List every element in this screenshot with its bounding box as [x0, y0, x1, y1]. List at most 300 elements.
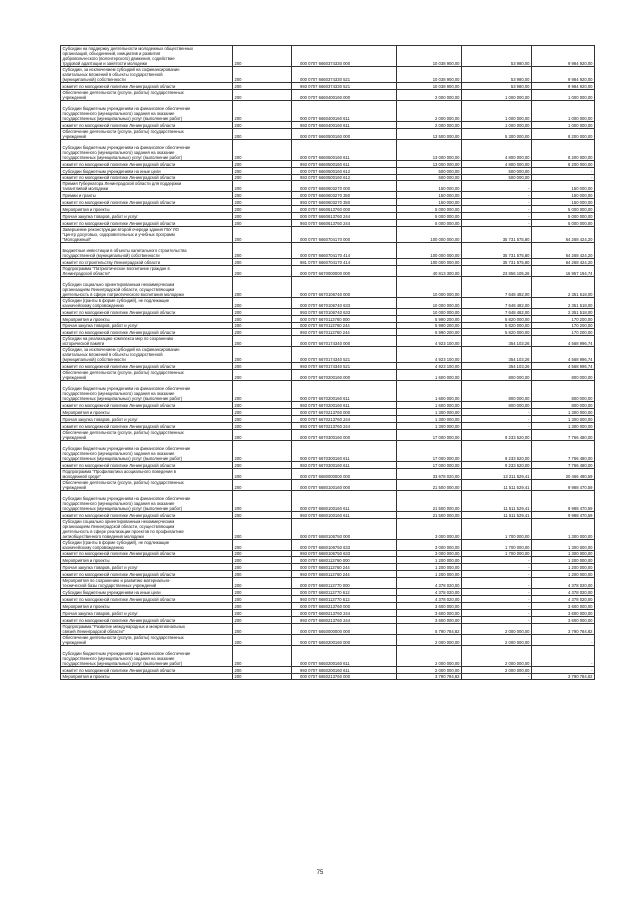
row-unexecuted-amount-cell: 1 300 000,00 — [532, 550, 595, 557]
row-unexecuted-amount-cell: 9 988 470,59 — [532, 511, 595, 518]
row-name-cell: комитет по молодежной политике Ленинградской области — [61, 121, 233, 128]
row-code-cell: 200 — [233, 490, 292, 511]
row-code-cell: 200 — [233, 128, 292, 139]
table-row — [61, 634, 595, 645]
row-executed-amount-cell: - — [462, 199, 532, 206]
row-executed-amount-cell: - — [462, 192, 532, 199]
row-unexecuted-amount-cell: 7 766 480,00 — [532, 440, 595, 461]
row-budget-classification-cell: 000 0707 6660704170 414 — [292, 242, 397, 258]
row-code-cell: 200 — [233, 167, 292, 174]
row-code-cell: 200 — [233, 511, 292, 518]
table-row — [61, 226, 595, 242]
row-code-cell: 200 — [233, 83, 292, 90]
row-code-cell: 200 — [233, 596, 292, 603]
row-budget-classification-cell: 981 0707 6660704170 414 — [292, 258, 397, 265]
row-approved-amount-cell: 5 990 200,00 — [397, 315, 462, 322]
row-executed-amount-cell: 354 103,26 — [462, 347, 532, 363]
row-executed-amount-cell: 5 300 000,00 — [462, 128, 532, 139]
row-budget-classification-cell: 993 0707 6670106740 633 — [292, 308, 397, 315]
row-budget-classification-cell: 000 0707 6670113760 244 — [292, 322, 397, 329]
row-budget-classification-cell: 000 0707 6660704170 000 — [292, 226, 397, 242]
table-row — [61, 160, 595, 167]
row-code-cell: 200 — [233, 550, 292, 557]
row-name-cell: комитет по молодежной политике Ленинградской области — [61, 160, 233, 167]
row-executed-amount-cell: 53 980,00 — [462, 83, 532, 90]
row-executed-amount-cell: 2 000 000,00 — [462, 634, 532, 645]
row-executed-amount-cell: 2 000 000,00 — [462, 666, 532, 673]
table-row — [61, 83, 595, 90]
row-code-cell: 200 — [233, 213, 292, 220]
row-name-cell: Подпрограмма "Развитие международных и межрегиональных связей Ленинградской области" — [61, 623, 233, 634]
table-row — [61, 616, 595, 623]
row-code-cell: 200 — [233, 160, 292, 167]
row-approved-amount-cell: 1 200 000,00 — [397, 564, 462, 571]
row-unexecuted-amount-cell: - — [532, 645, 595, 666]
row-name-cell: Субсидии бюджетным учреждениям на иные цели — [61, 167, 233, 174]
table-row — [61, 571, 595, 578]
row-executed-amount-cell: 7 648 482,00 — [462, 297, 532, 308]
row-code-cell: 200 — [233, 308, 292, 315]
row-budget-classification-cell: 993 0707 6660374330 521 — [292, 83, 397, 90]
row-code-cell: 200 — [233, 276, 292, 297]
table-row — [61, 308, 595, 315]
row-approved-amount-cell: 10 000 000,00 — [397, 297, 462, 308]
row-approved-amount-cell: 4 378 020,00 — [397, 589, 462, 596]
row-unexecuted-amount-cell: 3 600 000,00 — [532, 616, 595, 623]
row-executed-amount-cell: 35 731 575,80 — [462, 258, 532, 265]
row-budget-classification-cell: 993 0707 6660500160 611 — [292, 160, 397, 167]
row-unexecuted-amount-cell: 7 766 480,00 — [532, 429, 595, 440]
row-executed-amount-cell: 7 648 482,00 — [462, 276, 532, 297]
table-row — [61, 479, 595, 490]
row-approved-amount-cell: 1 600 000,00 — [397, 381, 462, 402]
row-name-cell: комитет по молодежной политике Ленинградской области — [61, 83, 233, 90]
row-executed-amount-cell: - — [462, 673, 532, 680]
row-code-cell: 200 — [233, 623, 292, 634]
row-executed-amount-cell: 5 820 000,00 — [462, 329, 532, 336]
row-code-cell: 200 — [233, 370, 292, 381]
row-code-cell: 200 — [233, 347, 292, 363]
row-executed-amount-cell: 5 820 000,00 — [462, 315, 532, 322]
row-name-cell: комитет по молодежной политике Ленинградской области — [61, 461, 233, 468]
row-unexecuted-amount-cell: 4 378 020,00 — [532, 589, 595, 596]
row-budget-classification-cell: 000 0707 6660400160 611 — [292, 100, 397, 121]
row-approved-amount-cell: 13 000 000,00 — [397, 139, 462, 160]
row-executed-amount-cell: - — [462, 589, 532, 596]
table-row — [61, 550, 595, 557]
row-approved-amount-cell: 1 200 000,00 — [397, 571, 462, 578]
row-approved-amount-cell: 21 500 000,00 — [397, 490, 462, 511]
row-approved-amount-cell: 2 000 000,00 — [397, 121, 462, 128]
table-row — [61, 220, 595, 227]
table-row — [61, 315, 595, 322]
row-approved-amount-cell: 1 300 000,00 — [397, 409, 462, 416]
row-unexecuted-amount-cell: 3 790 784,82 — [532, 673, 595, 680]
row-unexecuted-amount-cell: 1 300 000,00 — [532, 409, 595, 416]
table-row — [61, 381, 595, 402]
row-approved-amount-cell: 3 600 000,00 — [397, 602, 462, 609]
row-approved-amount-cell: 150 000,00 — [397, 192, 462, 199]
row-name-cell: Прочая закупка товаров, работ и услуг — [61, 322, 233, 329]
row-approved-amount-cell: 100 000 000,00 — [397, 242, 462, 258]
row-budget-classification-cell: 993 0707 6650200160 611 — [292, 666, 397, 673]
row-budget-classification-cell: 000 0707 6670174340 000 — [292, 336, 397, 347]
row-unexecuted-amount-cell: 1 300 000,00 — [532, 539, 595, 550]
table-row — [61, 666, 595, 673]
row-approved-amount-cell: 13 000 000,00 — [397, 160, 462, 167]
row-approved-amount-cell: 500 000,00 — [397, 167, 462, 174]
row-approved-amount-cell: 2 000 000,00 — [397, 666, 462, 673]
table-row — [61, 121, 595, 128]
row-code-cell: 200 — [233, 242, 292, 258]
row-executed-amount-cell: 5 820 000,00 — [462, 322, 532, 329]
row-budget-classification-cell: 993 0707 6670174340 521 — [292, 363, 397, 370]
row-approved-amount-cell: 21 500 000,00 — [397, 479, 462, 490]
row-code-cell: 200 — [233, 297, 292, 308]
row-unexecuted-amount-cell: 170 200,00 — [532, 329, 595, 336]
row-code-cell: 200 — [233, 206, 292, 213]
row-unexecuted-amount-cell: 1 000 000,00 — [532, 100, 595, 121]
row-budget-classification-cell: 000 0707 6680113770 000 — [292, 578, 397, 589]
row-executed-amount-cell: 53 980,00 — [462, 46, 532, 67]
row-budget-classification-cell: 000 0707 6650200160 000 — [292, 634, 397, 645]
table-row — [61, 422, 595, 429]
row-name-cell: комитет по молодежной политике Ленинградской области — [61, 199, 233, 206]
row-executed-amount-cell: 500 000,00 — [462, 174, 532, 181]
budget-execution-table — [60, 45, 595, 680]
row-name-cell: Субсидии бюджетным учреждениям на иные цели — [61, 589, 233, 596]
row-name-cell: Субсидии, за исключением субсидий на софинансирование капитальных вложений в объекты государственной (муниципальной) собственности — [61, 67, 233, 83]
row-approved-amount-cell: 4 378 020,00 — [397, 578, 462, 589]
row-unexecuted-amount-cell: 1 300 000,00 — [532, 422, 595, 429]
row-executed-amount-cell: - — [462, 422, 532, 429]
row-budget-classification-cell: 000 0707 6660613760 000 — [292, 206, 397, 213]
table-row — [61, 181, 595, 192]
row-name-cell: Бюджетные инвестиции в объекты капитального строительства государственной (муниципальной) собственности — [61, 242, 233, 258]
row-name-cell: комитет по молодежной политике Ленинградской области — [61, 220, 233, 227]
row-budget-classification-cell: 993 0707 6670200160 611 — [292, 402, 397, 409]
row-name-cell: Мероприятия и проекты — [61, 409, 233, 416]
row-executed-amount-cell: 23 856 105,26 — [462, 265, 532, 276]
table-row — [61, 429, 595, 440]
row-unexecuted-amount-cell: 3 600 000,00 — [532, 602, 595, 609]
row-unexecuted-amount-cell: 150 000,00 — [532, 199, 595, 206]
table-row — [61, 589, 595, 596]
row-approved-amount-cell: 3 790 784,82 — [397, 673, 462, 680]
row-approved-amount-cell: 17 000 000,00 — [397, 429, 462, 440]
row-budget-classification-cell: 993 0707 6660613760 244 — [292, 220, 397, 227]
row-unexecuted-amount-cell: 3 790 784,82 — [532, 623, 595, 634]
row-unexecuted-amount-cell: 64 268 424,20 — [532, 242, 595, 258]
row-unexecuted-amount-cell: 5 000 000,00 — [532, 213, 595, 220]
row-executed-amount-cell: 1 700 000,00 — [462, 550, 532, 557]
row-budget-classification-cell: 000 0707 6670200160 611 — [292, 381, 397, 402]
row-code-cell: 200 — [233, 181, 292, 192]
row-code-cell: 200 — [233, 265, 292, 276]
row-budget-classification-cell: 000 0707 6680000000 000 — [292, 468, 397, 479]
table-row — [61, 192, 595, 199]
row-unexecuted-amount-cell: 2 351 518,00 — [532, 308, 595, 315]
row-executed-amount-cell: 11 511 529,41 — [462, 511, 532, 518]
row-executed-amount-cell: - — [462, 220, 532, 227]
row-name-cell: Мероприятия и проекты — [61, 315, 233, 322]
row-code-cell: 200 — [233, 220, 292, 227]
row-unexecuted-amount-cell: 800 000,00 — [532, 381, 595, 402]
row-approved-amount-cell: 5 990 200,00 — [397, 322, 462, 329]
row-unexecuted-amount-cell: 3 600 000,00 — [532, 609, 595, 616]
row-name-cell: комитет по молодежной политике Ленинградской области — [61, 571, 233, 578]
row-unexecuted-amount-cell: 170 200,00 — [532, 315, 595, 322]
row-code-cell: 200 — [233, 322, 292, 329]
row-unexecuted-amount-cell: 8 200 000,00 — [532, 128, 595, 139]
row-name-cell: Субсидии социально ориентированным некоммерческим организациям Ленинградской области, осуществляющим деятельность в сфере реализации проектов по профилактике антиобщественного поведения молодежи — [61, 518, 233, 539]
row-unexecuted-amount-cell: 9 984 920,00 — [532, 83, 595, 90]
row-name-cell: Субсидии, за исключением субсидий на софинансирование капитальных вложений в объекты государственной (муниципальной) собственности — [61, 347, 233, 363]
row-executed-amount-cell: 53 980,00 — [462, 67, 532, 83]
row-name-cell: Обеспечение деятельности (услуги, работы) государственных учреждений — [61, 370, 233, 381]
row-code-cell: 200 — [233, 616, 292, 623]
row-code-cell: 200 — [233, 192, 292, 199]
row-code-cell: 200 — [233, 634, 292, 645]
row-unexecuted-amount-cell: 150 000,00 — [532, 192, 595, 199]
row-executed-amount-cell: - — [462, 409, 532, 416]
row-unexecuted-amount-cell: 1 000 000,00 — [532, 89, 595, 100]
row-code-cell: 200 — [233, 602, 292, 609]
table-row — [61, 167, 595, 174]
row-approved-amount-cell: 1 600 000,00 — [397, 370, 462, 381]
row-budget-classification-cell: 000 0707 6650200160 611 — [292, 645, 397, 666]
row-budget-classification-cell: 993 0707 6680106750 633 — [292, 550, 397, 557]
row-code-cell: 200 — [233, 645, 292, 666]
row-name-cell: Субсидии (гранты в форме субсидий), не подлежащие казначейскому сопровождению — [61, 539, 233, 550]
table-row — [61, 336, 595, 347]
row-approved-amount-cell: 10 038 900,00 — [397, 46, 462, 67]
row-code-cell: 200 — [233, 557, 292, 564]
table-body — [61, 46, 595, 680]
row-code-cell: 200 — [233, 479, 292, 490]
row-name-cell: Субсидии бюджетным учреждениям на финансовое обеспечение государственного (муниципального) задания на оказание государственных (муниципальных) услуг (выполнение работ) — [61, 139, 233, 160]
row-name-cell: Прочая закупка товаров, работ и услуг — [61, 416, 233, 423]
table-row — [61, 564, 595, 571]
table-row — [61, 67, 595, 83]
row-executed-amount-cell: - — [462, 609, 532, 616]
row-executed-amount-cell: 9 233 520,00 — [462, 440, 532, 461]
row-budget-classification-cell: 993 0707 6680113760 244 — [292, 571, 397, 578]
row-name-cell: Субсидии бюджетным учреждениям на финансовое обеспечение государственного (муниципального) задания на оказание государственных (муниципальных) услуг (выполнение работ) — [61, 100, 233, 121]
table-row — [61, 100, 595, 121]
table-row — [61, 46, 595, 67]
row-code-cell: 200 — [233, 67, 292, 83]
table-row — [61, 265, 595, 276]
row-approved-amount-cell: 4 923 100,00 — [397, 336, 462, 347]
row-approved-amount-cell: 4 923 100,00 — [397, 363, 462, 370]
table-row — [61, 128, 595, 139]
row-executed-amount-cell: - — [462, 571, 532, 578]
table-row — [61, 329, 595, 336]
row-name-cell: комитет по молодежной политике Ленинградской области — [61, 550, 233, 557]
row-approved-amount-cell: 150 000,00 — [397, 181, 462, 192]
row-name-cell: Премии и гранты — [61, 192, 233, 199]
row-code-cell: 200 — [233, 174, 292, 181]
row-budget-classification-cell: 000 0707 6680100160 611 — [292, 490, 397, 511]
row-code-cell: 200 — [233, 539, 292, 550]
row-executed-amount-cell: - — [462, 206, 532, 213]
row-name-cell: Субсидии социально ориентированным некоммерческим организациям Ленинградской области, осуществляющим деятельность в сфере патриотического воспитания молодежи — [61, 276, 233, 297]
page-number: 75 — [316, 870, 324, 876]
row-name-cell: Мероприятия и проекты — [61, 557, 233, 564]
row-code-cell: 200 — [233, 381, 292, 402]
row-budget-classification-cell: 993 0707 6660603270 350 — [292, 199, 397, 206]
row-budget-classification-cell: 000 0707 6680113770 612 — [292, 589, 397, 596]
row-unexecuted-amount-cell: 1 300 000,00 — [532, 518, 595, 539]
row-budget-classification-cell: 000 0707 6650213760 000 — [292, 673, 397, 680]
table-row — [61, 139, 595, 160]
row-name-cell: Субсидии бюджетным учреждениям на финансовое обеспечение государственного (муниципального) задания на оказание государственных (муниципальных) услуг (выполнение работ) — [61, 381, 233, 402]
row-approved-amount-cell: 1 300 000,00 — [397, 422, 462, 429]
row-name-cell: Прочая закупка товаров, работ и услуг — [61, 609, 233, 616]
row-executed-amount-cell: 1 000 000,00 — [462, 100, 532, 121]
row-executed-amount-cell: 1 700 000,00 — [462, 539, 532, 550]
row-budget-classification-cell: 993 0707 6680213760 244 — [292, 616, 397, 623]
row-unexecuted-amount-cell: 4 568 996,74 — [532, 363, 595, 370]
row-approved-amount-cell: 17 000 000,00 — [397, 461, 462, 468]
table-row — [61, 370, 595, 381]
row-approved-amount-cell: 3 000 000,00 — [397, 518, 462, 539]
row-unexecuted-amount-cell: 8 200 000,00 — [532, 139, 595, 160]
row-unexecuted-amount-cell: 4 378 020,00 — [532, 578, 595, 589]
row-approved-amount-cell: 5 000 000,00 — [397, 206, 462, 213]
row-budget-classification-cell: 000 0707 6670106740 633 — [292, 297, 397, 308]
row-code-cell: 200 — [233, 46, 292, 67]
row-name-cell: Субсидии на реализацию комплекса мер по сохранению исторической памяти — [61, 336, 233, 347]
table-row — [61, 645, 595, 666]
table-row — [61, 578, 595, 589]
row-executed-amount-cell: 800 000,00 — [462, 370, 532, 381]
row-code-cell: 200 — [233, 440, 292, 461]
row-budget-classification-cell: 000 0707 6670300160 000 — [292, 429, 397, 440]
table-row — [61, 490, 595, 511]
row-executed-amount-cell: 35 731 575,80 — [462, 242, 532, 258]
table-row — [61, 258, 595, 265]
table-row — [61, 602, 595, 609]
row-unexecuted-amount-cell: 8 200 000,00 — [532, 160, 595, 167]
table-row — [61, 673, 595, 680]
table-row — [61, 89, 595, 100]
row-unexecuted-amount-cell: 4 378 020,00 — [532, 596, 595, 603]
row-approved-amount-cell: 1 600 000,00 — [397, 402, 462, 409]
row-budget-classification-cell: 993 0707 6680100160 611 — [292, 511, 397, 518]
row-unexecuted-amount-cell: 5 000 000,00 — [532, 206, 595, 213]
row-approved-amount-cell: 5 790 784,82 — [397, 623, 462, 634]
row-name-cell: комитет по строительству Ленинградской области — [61, 258, 233, 265]
row-unexecuted-amount-cell: 2 351 518,00 — [532, 297, 595, 308]
row-name-cell: комитет по молодежной политике Ленинградской области — [61, 511, 233, 518]
row-code-cell: 200 — [233, 666, 292, 673]
row-code-cell: 200 — [233, 329, 292, 336]
row-unexecuted-amount-cell: 64 268 424,20 — [532, 226, 595, 242]
table-row — [61, 623, 595, 634]
row-unexecuted-amount-cell: 800 000,00 — [532, 402, 595, 409]
row-unexecuted-amount-cell: 9 984 920,00 — [532, 46, 595, 67]
table-row — [61, 297, 595, 308]
row-executed-amount-cell: 7 648 482,00 — [462, 308, 532, 315]
row-budget-classification-cell: 000 0707 6670174340 521 — [292, 347, 397, 363]
row-budget-classification-cell: 000 0707 6670213760 244 — [292, 416, 397, 423]
row-unexecuted-amount-cell: 9 988 470,59 — [532, 490, 595, 511]
row-code-cell: 200 — [233, 673, 292, 680]
row-unexecuted-amount-cell: 1 200 000,00 — [532, 564, 595, 571]
row-code-cell: 200 — [233, 461, 292, 468]
row-approved-amount-cell: 150 000,00 — [397, 199, 462, 206]
row-name-cell: Мероприятия по сохранению и развитию материально- технической базы государственных учреждений — [61, 578, 233, 589]
row-name-cell: Прочая закупка товаров, работ и услуг — [61, 213, 233, 220]
row-code-cell: 200 — [233, 336, 292, 347]
row-name-cell: комитет по молодежной политике Ленинградской области — [61, 174, 233, 181]
row-approved-amount-cell: 10 000 000,00 — [397, 308, 462, 315]
row-budget-classification-cell: 000 0707 6680113760 000 — [292, 557, 397, 564]
row-approved-amount-cell: 2 000 000,00 — [397, 634, 462, 645]
row-budget-classification-cell: 000 0707 6660500160 000 — [292, 128, 397, 139]
row-unexecuted-amount-cell: 7 766 480,00 — [532, 461, 595, 468]
row-budget-classification-cell: 000 0707 6680213760 244 — [292, 609, 397, 616]
row-executed-amount-cell: 1 000 000,00 — [462, 121, 532, 128]
table-row — [61, 402, 595, 409]
row-executed-amount-cell: 35 731 575,80 — [462, 226, 532, 242]
row-name-cell: комитет по молодежной политике Ленинградской области — [61, 308, 233, 315]
row-unexecuted-amount-cell: 9 984 920,00 — [532, 67, 595, 83]
row-code-cell: 200 — [233, 564, 292, 571]
row-code-cell: 200 — [233, 571, 292, 578]
row-executed-amount-cell: - — [462, 578, 532, 589]
row-unexecuted-amount-cell: 1 200 000,00 — [532, 571, 595, 578]
row-name-cell: Субсидии на поддержку деятельности молодежных общественных организаций, объединений, инициатив и развития добровольческого (волонтерского) движения, содействие трудовой адаптации и занятости молодежи — [61, 46, 233, 67]
row-executed-amount-cell: 9 233 520,00 — [462, 461, 532, 468]
table-row — [61, 539, 595, 550]
row-executed-amount-cell: - — [462, 596, 532, 603]
row-budget-classification-cell: 000 0707 6670113760 000 — [292, 315, 397, 322]
row-code-cell: 200 — [233, 199, 292, 206]
row-unexecuted-amount-cell: 16 957 194,74 — [532, 265, 595, 276]
row-approved-amount-cell: 5 990 200,00 — [397, 329, 462, 336]
row-code-cell: 200 — [233, 609, 292, 616]
row-unexecuted-amount-cell: 5 000 000,00 — [532, 220, 595, 227]
row-approved-amount-cell: 3 600 000,00 — [397, 616, 462, 623]
row-unexecuted-amount-cell: 800 000,00 — [532, 370, 595, 381]
row-budget-classification-cell: 000 0707 6650000000 000 — [292, 623, 397, 634]
row-name-cell: Премия Губернатора Ленинградской области для поддержки талантливой молодежи — [61, 181, 233, 192]
row-budget-classification-cell: 993 0707 6670300160 611 — [292, 461, 397, 468]
table-row — [61, 416, 595, 423]
row-unexecuted-amount-cell: 170 200,00 — [532, 322, 595, 329]
table-row — [61, 174, 595, 181]
row-executed-amount-cell: - — [462, 416, 532, 423]
row-name-cell: Субсидии бюджетным учреждениям на финансовое обеспечение государственного (муниципального) задания на оказание государственных (муниципальных) услуг (выполнение работ) — [61, 645, 233, 666]
row-executed-amount-cell: - — [462, 564, 532, 571]
row-budget-classification-cell: 993 0707 6660400160 611 — [292, 121, 397, 128]
row-code-cell: 200 — [233, 468, 292, 479]
table-row — [61, 557, 595, 564]
row-executed-amount-cell: - — [462, 213, 532, 220]
row-executed-amount-cell: 800 000,00 — [462, 381, 532, 402]
row-budget-classification-cell: 000 0707 6670106740 000 — [292, 276, 397, 297]
table-row — [61, 596, 595, 603]
table-row — [61, 363, 595, 370]
row-budget-classification-cell: 000 0707 6660374330 521 — [292, 67, 397, 83]
row-approved-amount-cell: 5 000 000,00 — [397, 220, 462, 227]
row-approved-amount-cell: 40 813 300,00 — [397, 265, 462, 276]
row-unexecuted-amount-cell: 1 300 000,00 — [532, 416, 595, 423]
row-budget-classification-cell: 000 0707 6660603270 000 — [292, 181, 397, 192]
